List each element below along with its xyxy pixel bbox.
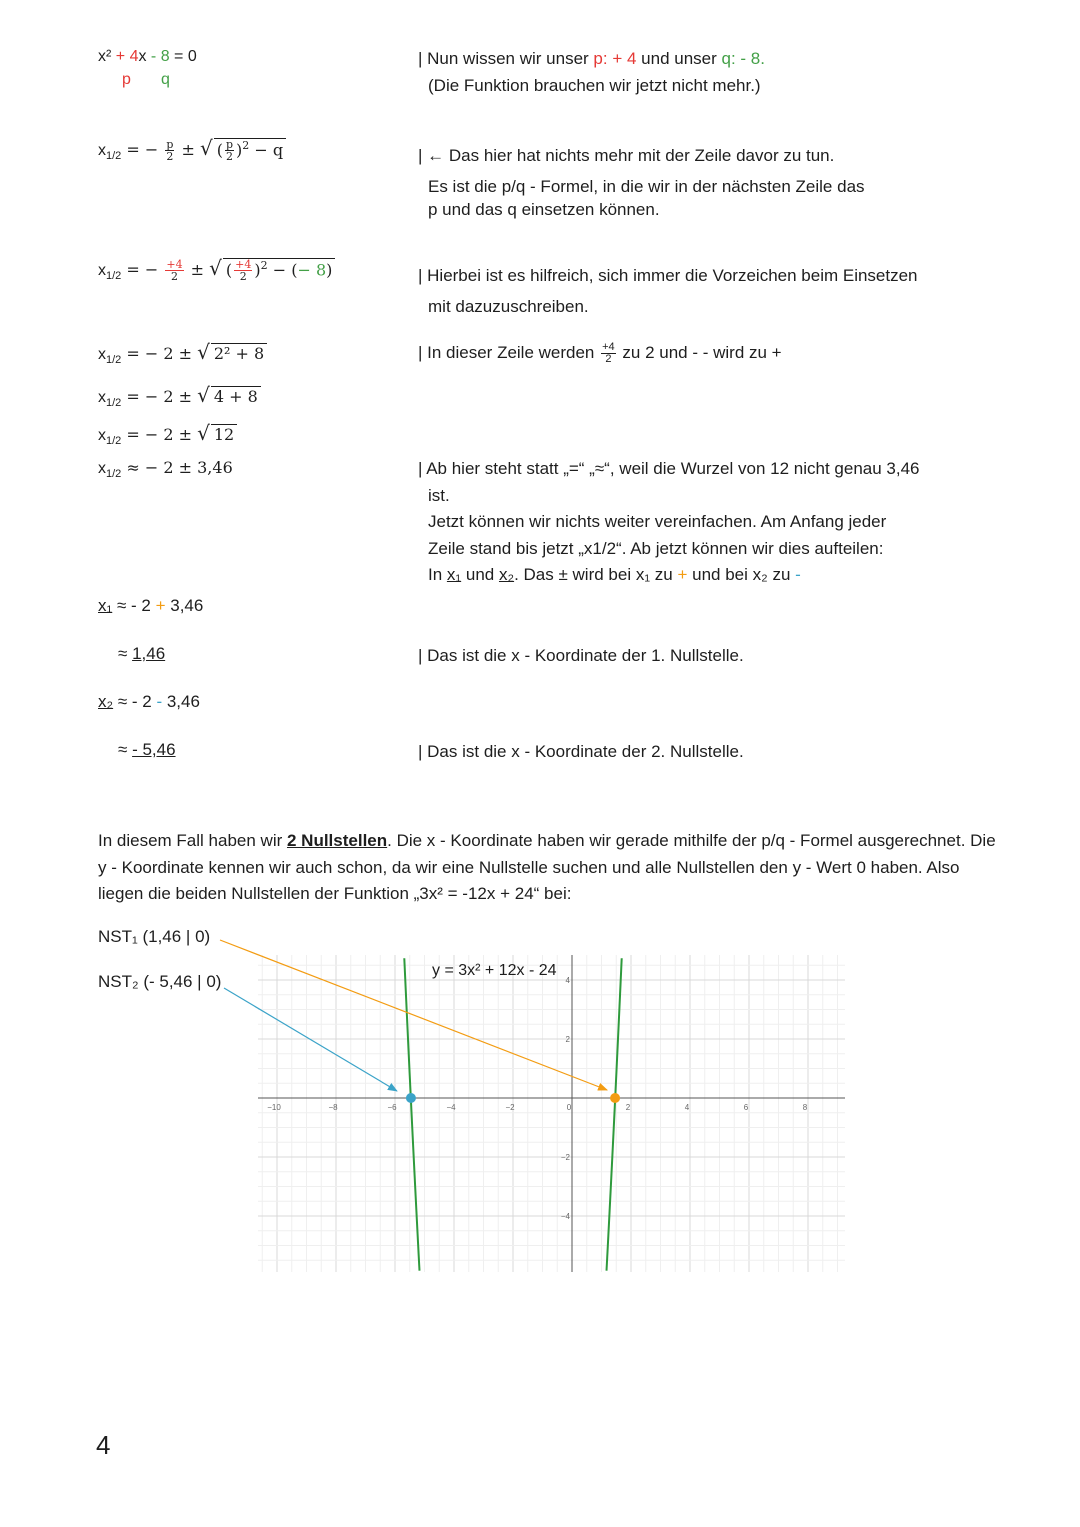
nst2-label: NST₂ (- 5,46 | 0): [98, 972, 222, 991]
pq-formula-general: $x_{1/2}$ = − $\frac{p}{2}$ ± √ ( $\frac{p}{2}$ )$^2$ − q: [98, 136, 286, 162]
nst1-label: NST₁ (1,46 | 0): [98, 927, 211, 946]
line-simplify-2: $x_{1/2}$ = − 2 ± √ 4 + 8: [98, 383, 261, 409]
zero-point: [406, 1093, 416, 1103]
note-pq-formula: | ← Das hier hat nichts mehr mit der Zeile davor zu tun. Es ist die p/q - Formel, in die wir in der nächsten Zeile das p und das q einsetzen können.: [418, 146, 865, 219]
x2-result: ≈ - 5,46: [118, 740, 176, 759]
line-simplify-4: $x_{1/2}$ ≈ − 2 ± 3,46: [98, 458, 233, 481]
page-number: 4: [96, 1430, 111, 1460]
label-q: q: [161, 71, 170, 88]
equation-quadratic: x² + 4x - 8 = 0: [98, 48, 197, 65]
x-tick-label: 2: [625, 1103, 631, 1112]
note-second-zero: | Das ist die x - Koordinate der 2. Nullstelle.: [418, 742, 744, 761]
x1-result: ≈ 1,46: [118, 644, 166, 663]
x-tick-label: −10: [267, 1103, 281, 1112]
note-first-zero: | Das ist die x - Koordinate der 1. Nullstelle.: [418, 646, 744, 665]
label-p: p: [122, 71, 131, 88]
summary-paragraph: In diesem Fall haben wir 2 Nullstellen. Die x - Koordinate haben wir gerade mithilfe der p/q - Formel ausgerechnet. Die y - Koordinate kennen wir auch schon, da wir eine Nullstelle suchen und alle Nullstellen den y - Wert 0 haben. Also liegen die beiden Nullstellen der Funktion „3x² = -12x + 24“ bei:: [98, 831, 996, 903]
x-tick-label: 0: [566, 1103, 572, 1112]
line-simplify-3: $x_{1/2}$ = − 2 ± √ 12: [98, 421, 237, 447]
x-tick-label: −6: [387, 1103, 397, 1112]
x-tick-label: −2: [505, 1103, 515, 1112]
note-fraction: | In dieser Zeile werden $\frac{+4}{2}$ zu 2 und - - wird zu +: [418, 341, 782, 366]
y-tick-label: 2: [565, 1035, 570, 1044]
note-approx: | Ab hier steht statt „=“ „≈“, weil die Wurzel von 12 nicht genau 3,46 ist. Jetzt können wir nichts weiter vereinfachen. Am Anfang jeder Zeile stand bis jetzt „x1/2“. Ab jetzt können wir dies aufteilen: In x₁ und x₂. Das ± wird bei x₁ zu + und bei x₂ zu -: [418, 459, 920, 584]
parabola-curve: [607, 958, 622, 1270]
x-tick-label: −8: [328, 1103, 338, 1112]
x-tick-label: 8: [802, 1103, 808, 1112]
x-tick-label: 6: [743, 1103, 749, 1112]
x-tick-label: 4: [684, 1103, 690, 1112]
chart-grid: [258, 955, 845, 1272]
y-tick-label: −4: [560, 1212, 570, 1221]
line-simplify-1: $x_{1/2}$ = − 2 ± √ 2² + 8: [98, 340, 267, 366]
note-signs: | Hierbei ist es hilfreich, sich immer die Vorzeichen beim Einsetzen mit dazuzuschreiben.: [418, 266, 918, 316]
parabola-curve: [404, 958, 419, 1270]
y-tick-label: 4: [565, 976, 570, 985]
pq-formula-substituted: $x_{1/2}$ = − $\frac{+4}{2}$ ± √ ( $\frac{+4}{2}$ )$^2$ − (− 8): [98, 256, 335, 282]
chart-axes: [258, 955, 845, 1272]
x1-calculation: x₁ ≈ - 2 + 3,46: [98, 596, 204, 615]
y-tick-label: −2: [560, 1153, 570, 1162]
zero-point: [610, 1093, 620, 1103]
x2-calculation: x₂ ≈ - 2 - 3,46: [98, 692, 200, 711]
x-tick-label: −4: [446, 1103, 456, 1112]
chart-title: y = 3x² + 12x - 24: [432, 962, 557, 979]
note-pq-values: | Nun wissen wir unser p: + 4 und unser q: - 8. (Die Funktion brauchen wir jetzt nicht mehr.): [418, 49, 765, 95]
